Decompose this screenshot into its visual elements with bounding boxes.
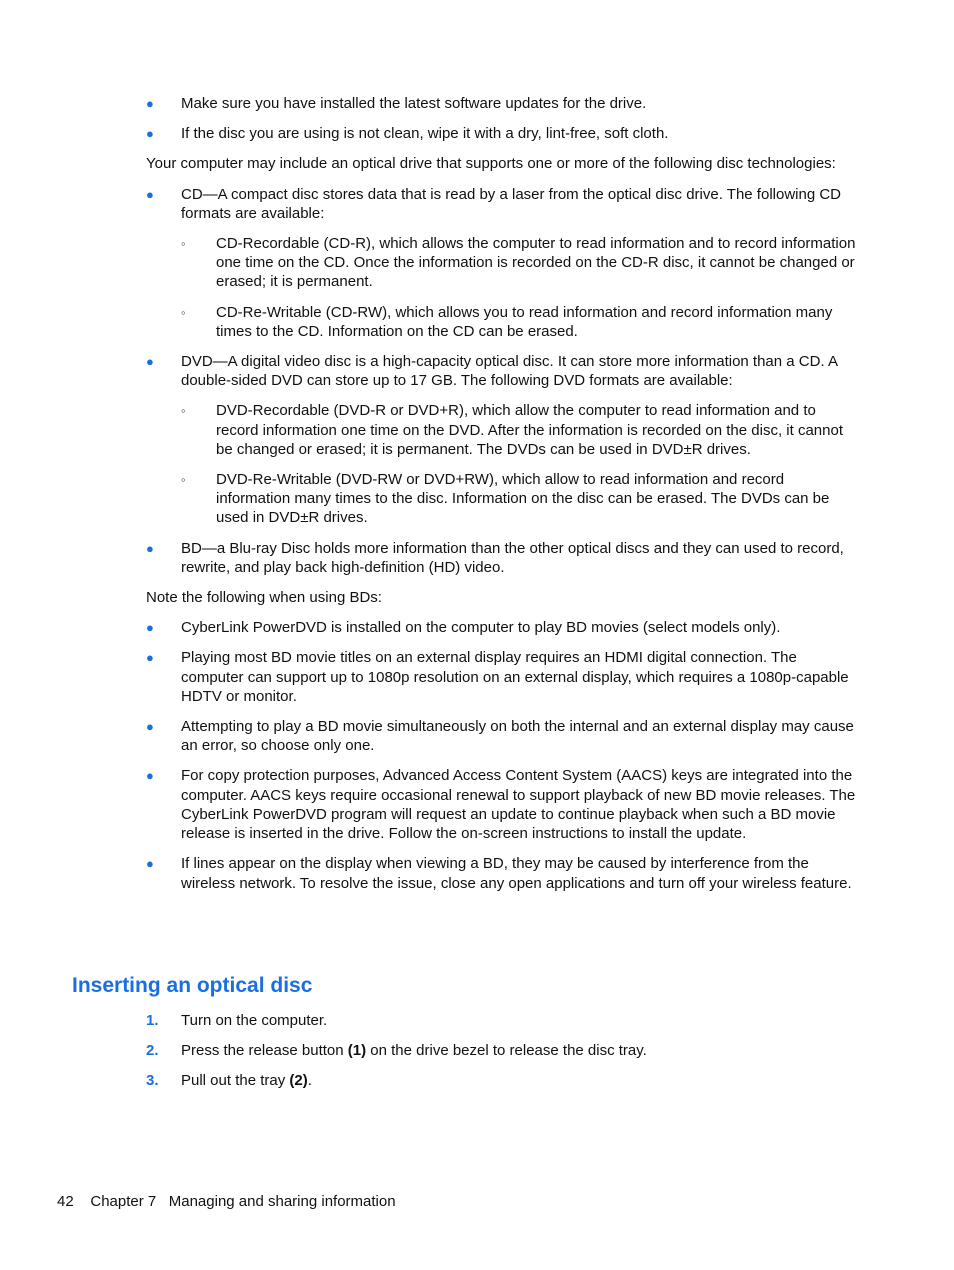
- step-item: [146, 1071, 862, 1090]
- sub-list-item: [181, 470, 862, 528]
- list-item: [146, 766, 862, 843]
- bullet-icon: ●: [146, 856, 154, 872]
- bullet-icon: ●: [146, 719, 154, 735]
- sub-list-item-text: CD-Re-Writable (CD-RW), which allows you to read information and record information many times to the CD. Information on the CD can be erased.: [216, 303, 833, 340]
- footer-chapter: Chapter 7: [90, 1193, 157, 1210]
- list-item: [146, 124, 862, 143]
- step-item: [146, 1011, 862, 1030]
- sub-list-item: [181, 303, 862, 341]
- steps-container: [146, 1011, 862, 1102]
- step-number: 3.: [146, 1072, 159, 1090]
- bullet-icon: ●: [146, 620, 154, 636]
- bd-description: BD—a Blu-ray Disc holds more information than the other optical discs and they can used to record, rewrite, and play back high-definition (HD) video.: [181, 539, 844, 576]
- list-item-bd: [146, 539, 862, 577]
- cd-description: CD—A compact disc stores data that is read by a laser from the optical disc drive. The following CD formats are available:: [181, 185, 842, 222]
- step-number: 1.: [146, 1012, 159, 1029]
- list-item-text: Playing most BD movie titles on an external display requires an HDMI digital connection. The computer can support up to 1080p resolution on an external display, which requires a 1080p-capable HDTV or monitor.: [181, 649, 849, 705]
- sub-bullet-icon: ◦: [181, 236, 186, 252]
- list-item-text: Make sure you have installed the latest software updates for the drive.: [181, 95, 647, 112]
- cd-format-list: [181, 234, 862, 341]
- list-item: [146, 648, 862, 706]
- sub-list-item: [181, 401, 862, 459]
- page-content: [146, 94, 862, 904]
- list-item-dvd: [146, 352, 862, 528]
- bd-note-intro: Note the following when using BDs:: [146, 589, 382, 607]
- bullet-icon: ●: [146, 768, 154, 784]
- bullet-icon: ●: [146, 650, 154, 666]
- footer-chapter-title: Managing and sharing information: [168, 1193, 396, 1210]
- bd-notes-list: [146, 618, 862, 892]
- list-item: [146, 618, 862, 637]
- list-item: [146, 94, 862, 113]
- step-text: Turn on the computer.: [181, 1012, 328, 1029]
- dvd-description: DVD—A digital video disc is a high-capacity optical disc. It can store more information than a CD. A double-sided DVD can store up to 17 GB. The following DVD formats are available:: [181, 353, 838, 390]
- sub-list-item-text: CD-Recordable (CD-R), which allows the computer to read information and to record information one time on the CD. Once the information is recorded on the CD-R disc, it cannot be changed or erased; it is permanent.: [216, 235, 856, 291]
- section-heading: Inserting an optical disc: [72, 974, 313, 997]
- list-item: [146, 717, 862, 755]
- sub-list-item-text: DVD-Re-Writable (DVD-RW or DVD+RW), which allow to read information and record information many times to the disc. Information on the disc can be erased. The DVDs can be used in DVD±R drives.: [216, 471, 830, 527]
- sub-list-item: [181, 234, 862, 292]
- step-text: Pull out the tray: [181, 1072, 290, 1090]
- callout-label: (1): [347, 1042, 367, 1060]
- page-footer: [57, 1192, 396, 1211]
- sub-bullet-icon: ◦: [181, 472, 186, 488]
- disc-technology-list: [146, 185, 862, 577]
- bullet-icon: ●: [146, 186, 154, 202]
- list-item-text: If lines appear on the display when viewing a BD, they may be caused by interference from the wireless network. To resolve the issue, close any open applications and turn off your wireless feature.: [181, 855, 852, 892]
- step-item: [146, 1041, 862, 1060]
- step-text: Press the release button: [181, 1042, 348, 1060]
- step-number: 2.: [146, 1042, 159, 1060]
- bullet-icon: ●: [146, 126, 154, 142]
- page-number: 42: [57, 1193, 74, 1210]
- bullet-icon: ●: [146, 96, 154, 111]
- sub-bullet-icon: ◦: [181, 304, 186, 320]
- dvd-format-list: [181, 401, 862, 527]
- list-item-cd: [146, 185, 862, 341]
- bullet-icon: ●: [146, 354, 154, 370]
- sub-list-item-text: DVD-Recordable (DVD-R or DVD+R), which allow the computer to read information and to record information one time on the DVD. After the information is recorded on the disc, it cannot be changed or erased; it is permanent. The DVDs can be used in DVD±R drives.: [216, 402, 843, 458]
- intro-paragraph: Your computer may include an optical drive that supports one or more of the following disc technologies:: [146, 155, 836, 173]
- list-item-text: CyberLink PowerDVD is installed on the computer to play BD movies (select models only).: [181, 619, 781, 637]
- callout-label: (2): [289, 1072, 308, 1090]
- steps-list: [146, 1011, 862, 1091]
- top-bullet-list: [146, 94, 862, 143]
- step-text-after: on the drive bezel to release the disc tray.: [366, 1042, 647, 1060]
- step-text-after: .: [307, 1072, 312, 1090]
- sub-bullet-icon: ◦: [181, 403, 186, 419]
- list-item-text: Attempting to play a BD movie simultaneously on both the internal and an external display may cause an error, so choose only one.: [181, 718, 854, 755]
- list-item: [146, 854, 862, 892]
- list-item-text: If the disc you are using is not clean, wipe it with a dry, lint-free, soft cloth.: [181, 125, 669, 143]
- bullet-icon: ●: [146, 540, 154, 556]
- list-item-text: For copy protection purposes, Advanced Access Content System (AACS) keys are integrated into the computer. AACS keys require occasional renewal to support playback of new BD movie releases. The CyberLink PowerDVD program will request an update to continue playback when such a BD movie release is inserted in the drive. Follow the on-screen instructions to install the update.: [181, 767, 856, 843]
